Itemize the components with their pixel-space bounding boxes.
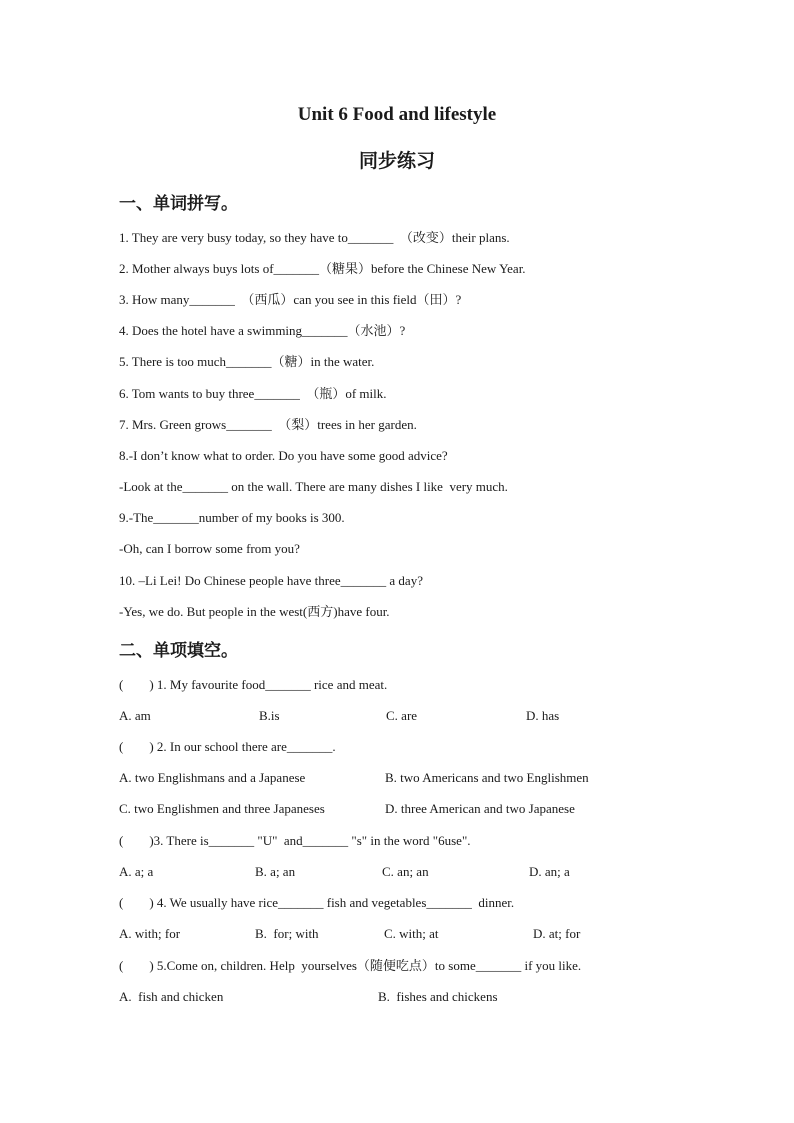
spelling-item: -Oh, can I borrow some from you? bbox=[119, 541, 300, 556]
answer-option: D. at; for bbox=[533, 926, 581, 941]
spelling-item: -Look at the_______ on the wall. There are many dishes I like very much. bbox=[119, 479, 508, 494]
question-stem: ( ) 4. We usually have rice_______ fish and vegetables_______ dinner. bbox=[119, 895, 515, 910]
section-heading-multiple-choice: 二、单项填空。 bbox=[119, 641, 238, 661]
answer-option: B.is bbox=[259, 708, 280, 723]
answer-option: D. three American and two Japanese bbox=[385, 801, 575, 816]
spelling-item: 4. Does the hotel have a swimming_______（水池）? bbox=[119, 323, 406, 338]
spelling-item: 3. How many_______ （西瓜）can you see in this field（田）? bbox=[119, 292, 462, 307]
section-heading-spelling: 一、单词拼写。 bbox=[119, 194, 238, 214]
answer-option: D. an; a bbox=[529, 864, 570, 879]
answer-option: A. with; for bbox=[119, 926, 181, 941]
spelling-item: 8.-I don’t know what to order. Do you have some good advice? bbox=[119, 448, 448, 463]
spelling-item: 5. There is too much_______（糖）in the water. bbox=[119, 354, 375, 369]
answer-option: B. fishes and chickens bbox=[378, 989, 498, 1004]
answer-option: A. am bbox=[119, 708, 151, 723]
spelling-item: 2. Mother always buys lots of_______（糖果）before the Chinese New Year. bbox=[119, 261, 526, 276]
question-stem: ( )3. There is_______ "U" and_______ "s" in the word "6use". bbox=[119, 833, 471, 848]
answer-option: C. with; at bbox=[384, 926, 439, 941]
spelling-item: 9.-The_______number of my books is 300. bbox=[119, 510, 345, 525]
page-subtitle: 同步练习 bbox=[358, 150, 435, 172]
answer-option: B. a; an bbox=[255, 864, 296, 879]
page-title: Unit 6 Food and lifestyle bbox=[297, 104, 497, 125]
answer-option: D. has bbox=[526, 708, 560, 723]
spelling-item: 1. They are very busy today, so they have to_______ （改变）their plans. bbox=[119, 230, 510, 245]
answer-option: B. two Americans and two Englishmen bbox=[385, 770, 589, 785]
spelling-item: -Yes, we do. But people in the west(西方)have four. bbox=[119, 604, 390, 619]
answer-option: A. a; a bbox=[119, 864, 154, 879]
question-stem: ( ) 1. My favourite food_______ rice and meat. bbox=[119, 677, 388, 692]
answer-option: C. an; an bbox=[382, 864, 429, 879]
answer-option: A. two Englishmans and a Japanese bbox=[119, 770, 306, 785]
question-stem: ( ) 2. In our school there are_______. bbox=[119, 739, 336, 754]
answer-option: C. are bbox=[386, 708, 418, 723]
answer-option: B. for; with bbox=[255, 926, 319, 941]
answer-option: A. fish and chicken bbox=[119, 989, 224, 1004]
spelling-item: 6. Tom wants to buy three_______ （瓶）of milk. bbox=[119, 386, 387, 401]
question-stem: ( ) 5.Come on, children. Help yourselves（随便吃点）to some_______ if you like. bbox=[119, 958, 582, 973]
answer-option: C. two Englishmen and three Japaneses bbox=[119, 801, 325, 816]
spelling-item: 10. –Li Lei! Do Chinese people have three_______ a day? bbox=[119, 573, 423, 588]
spelling-item: 7. Mrs. Green grows_______ （梨）trees in her garden. bbox=[119, 417, 417, 432]
